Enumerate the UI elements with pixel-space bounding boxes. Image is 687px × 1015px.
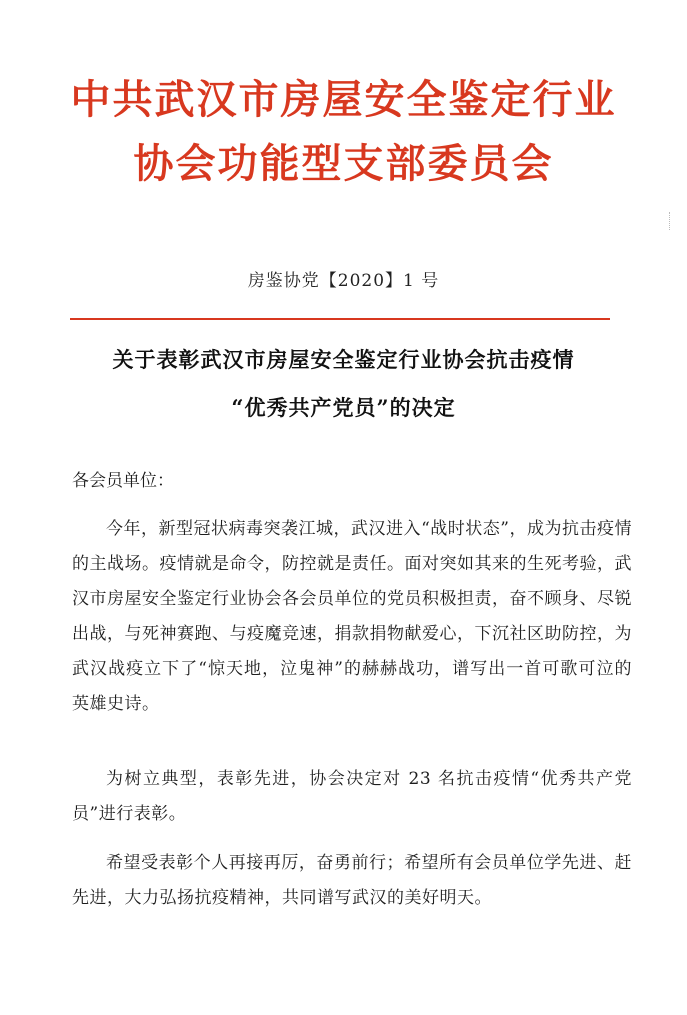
body-paragraph-1: 今年，新型冠状病毒突袭江城，武汉进入“战时状态”，成为抗击疫情的主战场。疫情就是命令，防控就是责任。面对突如其来的生死考验，武汉市房屋安全鉴定行业协会各会员单位的党员积极担责，奋不顾身、尽锐出战，与死神赛跑、与疫魔竞速，捐款捐物献爱心，下沉社区助防控，为武汉战疫立下了“惊天地，泣鬼神”的赫赫战功，谱写出一首可歌可泣的英雄史诗。 xyxy=(72,519,632,714)
scan-edge-mark xyxy=(669,212,673,230)
document-number: 房鉴协党【2020】1 号 xyxy=(247,271,440,291)
document-header-title-line1: 中共武汉市房屋安全鉴定行业 xyxy=(70,76,617,123)
subject-title-line1: 关于表彰武汉市房屋安全鉴定行业协会抗击疫情 xyxy=(112,347,575,372)
salutation: 各会员单位： xyxy=(72,471,174,491)
document-header-title-line2: 协会功能型支部委员会 xyxy=(133,140,554,187)
subject-title-line2: “优秀共产党员”的决定 xyxy=(231,395,456,420)
body-paragraph-2: 为树立典型，表彰先进，协会决定对 23 名抗击疫情“优秀共产党员”进行表彰。 xyxy=(72,769,632,824)
header-divider-line xyxy=(70,318,610,320)
body-paragraph-3: 希望受表彰个人再接再厉，奋勇前行；希望所有会员单位学先进、赶先进，大力弘扬抗疫精神，共同谱写武汉的美好明天。 xyxy=(72,853,632,908)
